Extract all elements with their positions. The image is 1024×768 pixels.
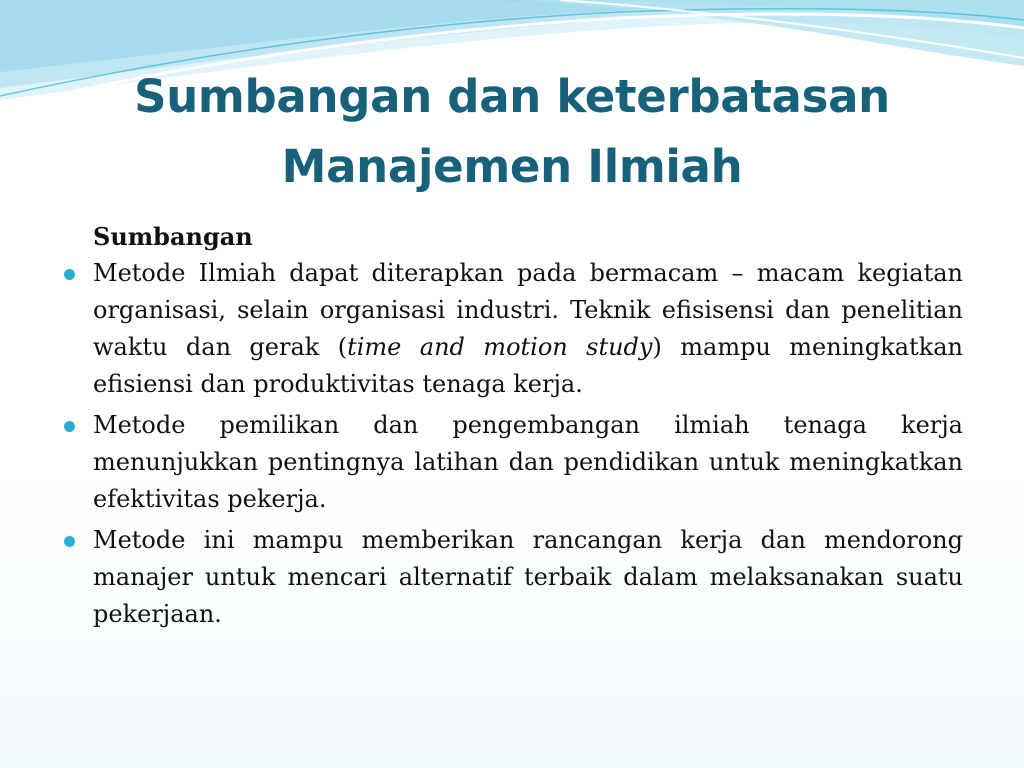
bullet-text: Metode ini mampu memberikan rancangan kerja dan mendorong manajer untuk mencari alternatif terbaik dalam melaksanakan suatu pekerjaan.	[93, 526, 963, 628]
bullet-text-part: ) mampu meningkatkan efisiensi dan produktivitas tenaga kerja.	[93, 333, 964, 398]
slide-title-line2: Manajemen Ilmiah	[281, 140, 743, 193]
bullet-dot-icon	[64, 269, 75, 280]
slide-title-line1: Sumbangan dan keterbatasan	[134, 70, 890, 123]
slide-body	[62, 218, 963, 637]
slide-title	[0, 62, 1024, 202]
bullet-text	[93, 259, 963, 398]
bullet-item	[62, 522, 963, 633]
bullet-text: Metode pemilikan dan pengembangan ilmiah tenaga kerja menunjukkan pentingnya latihan dan pendidikan untuk meningkatkan efektivitas pekerja.	[93, 411, 963, 513]
bullet-item	[62, 255, 963, 403]
bullet-text-part: Metode Ilmiah dapat diterapkan pada bermacam – macam kegiatan organisasi, selain organisasi industri. Teknik efisisensi dan penelitian waktu dan gerak (	[93, 259, 963, 361]
bullet-dot-icon	[64, 536, 75, 547]
bullet-item	[62, 407, 963, 518]
bullet-dot-icon	[64, 421, 75, 432]
bullet-text-italic: time and motion study	[347, 333, 653, 361]
section-subheading: Sumbangan	[93, 222, 253, 251]
bullet-list	[62, 255, 963, 633]
